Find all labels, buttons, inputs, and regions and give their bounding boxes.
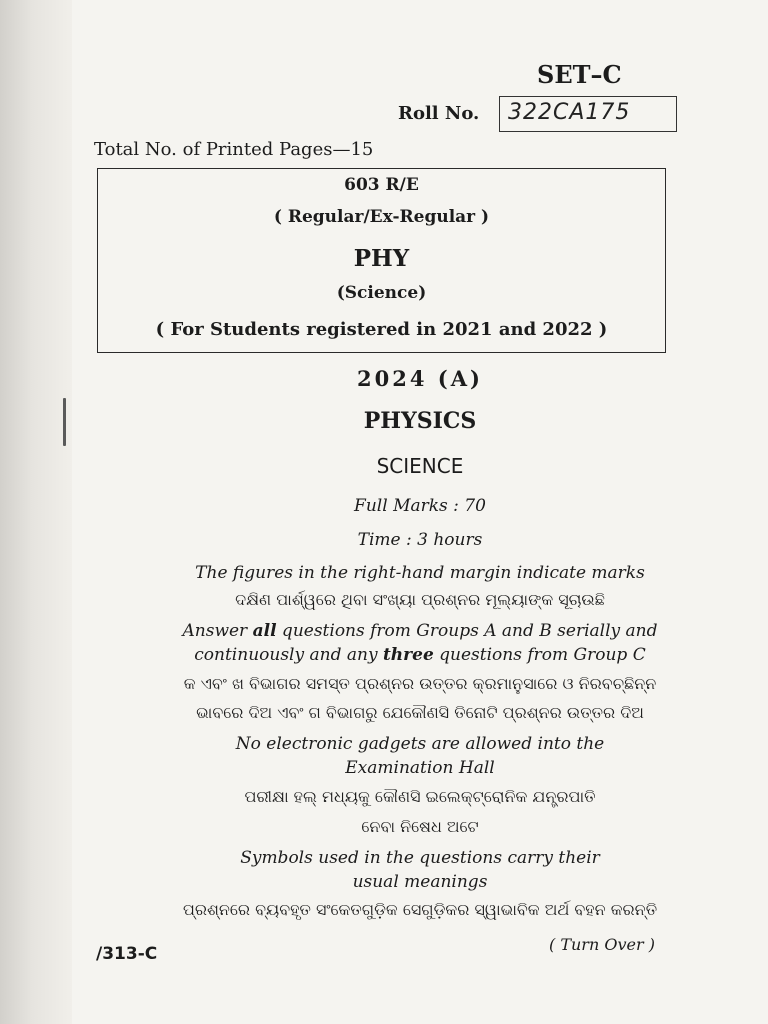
gadgets-instruction-en-1: No electronic gadgets are allowed into the <box>235 734 605 754</box>
answer-instruction-od-2: ଭାବରେ ଦିଅ ଏବଂ ଗ ବିଭାଗରୁ ଯେକୌଣସି ତିନୋଟି ପ୍ରଶ୍ନର ଉତ୍ତର ଦିଅ <box>196 703 644 722</box>
footer-code: /313-C <box>96 944 158 964</box>
exam-stream: SCIENCE <box>376 454 464 478</box>
exam-title: PHYSICS <box>363 408 477 434</box>
answer-instruction-od-1: କ ଏବଂ ଖ ବିଭାଗର ସମସ୍ତ ପ୍ରଶ୍ନର ଉତ୍ତର କ୍ରମାନୁସାରେ ଓ ନିରବଚ୍ଛିନ୍ନ <box>183 674 657 693</box>
answer-instruction-en-2: continuously and any three questions from Group C <box>194 645 646 665</box>
answer-instruction-en-1: Answer all questions from Groups A and B serially and <box>182 621 658 641</box>
marks-instruction-od: ଦକ୍ଷିଣ ପାର୍ଶ୍ୱରେ ଥିବା ସଂଖ୍ୟା ପ୍ରଶ୍ନର ମୂଲ୍ୟାଙ୍କ ସୂଚାଉଛି <box>235 590 605 609</box>
full-marks: Full Marks : 70 <box>354 496 486 516</box>
symbols-instruction-en-1: Symbols used in the questions carry their <box>240 848 600 868</box>
marks-instruction-en: The figures in the right-hand margin indicate marks <box>195 563 645 583</box>
gadgets-instruction-od-1: ପରୀକ୍ଷା ହଲ୍ ମଧ୍ୟକୁ କୌଣସି ଇଲେକ୍‌ଟ୍ରୋନିକ ଯନ୍ତ୍ରପାତି <box>244 787 596 806</box>
subject-code: PHY <box>353 245 410 272</box>
exam-time: Time : 3 hours <box>357 530 483 550</box>
stream-label: (Science) <box>336 283 427 303</box>
staple-mark <box>63 398 66 446</box>
symbols-instruction-od: ପ୍ରଶ୍ନରେ ବ୍ୟବହୃତ ସଂକେତଗୁଡ଼ିକ ସେଗୁଡ଼ିକର ସ୍ୱାଭାବିକ ଅର୍ଥ ବହନ କରନ୍ତି <box>182 900 658 919</box>
roll-number-value: 322CA175 <box>508 100 631 125</box>
paper-info-box <box>97 168 666 353</box>
symbols-instruction-en-2: usual meanings <box>352 872 488 892</box>
turn-over: ( Turn Over ) <box>549 935 655 954</box>
roll-number-box <box>499 96 677 132</box>
regular-label: ( Regular/Ex-Regular ) <box>273 207 490 227</box>
gadgets-instruction-od-2: ନେବା ନିଷେଧ ଅଟେ <box>361 817 479 836</box>
students-note: ( For Students registered in 2021 and 2022 ) <box>155 319 608 340</box>
gadgets-instruction-en-2: Examination Hall <box>345 758 495 778</box>
set-label: SET–C <box>537 60 622 89</box>
exam-year: 2024 (A) <box>357 366 483 391</box>
total-pages: Total No. of Printed Pages—15 <box>94 139 374 160</box>
page-spine <box>0 0 72 1024</box>
paper-code: 603 R/E <box>344 175 419 195</box>
roll-number-label: Roll No. <box>398 103 480 124</box>
